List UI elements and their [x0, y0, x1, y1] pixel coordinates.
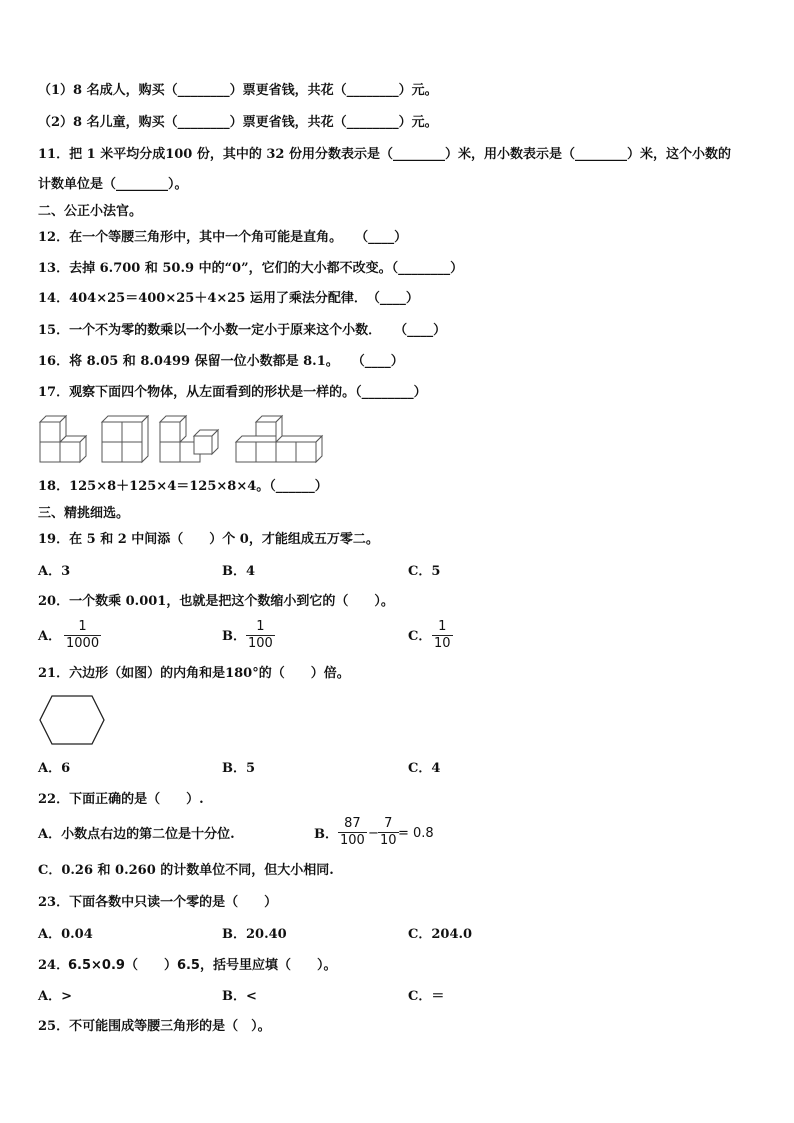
q22-option-b-label[interactable]: B． [314, 827, 338, 842]
q22-b-denominator-1: 100 [340, 833, 365, 848]
q17: 17．观察下面四个物体，从左面看到的形状是一样的。（________） [38, 385, 427, 400]
q20-option-c-fraction [432, 619, 453, 652]
q10-sub2: （2）8 名儿童，购买（________）票更省钱，共花（________）元。 [38, 115, 438, 130]
q22-b-fraction-1 [338, 816, 367, 849]
q25-stem: 25．不可能围成等腰三角形的是（ ）。 [38, 1019, 271, 1034]
q23-option-c[interactable]: C．204.0 [408, 927, 473, 942]
q10-sub1: （1）8 名成人，购买（________）票更省钱，共花（________）元。 [38, 83, 438, 98]
q12: 12．在一个等腰三角形中，其中一个角可能是直角。 （____） [38, 230, 408, 245]
section-2-heading: 二、公正小法官。 [38, 204, 143, 219]
q15: 15．一个不为零的数乘以一个小数一定小于原来这个小数． （____） [38, 323, 447, 338]
hexagon-figure [38, 694, 106, 746]
q24-option-b[interactable]: B．< [222, 989, 257, 1004]
q20-a-denominator: 1000 [66, 636, 100, 651]
q21-stem: 21．六边形（如图）的内角和是180°的（ ）倍。 [38, 666, 350, 681]
q19-stem: 19．在 5 和 2 中间添（ ）个 0，才能组成五万零二。 [38, 532, 379, 547]
q22-b-numerator-1: 87 [338, 816, 367, 833]
q11-line1: 11．把 1 米平均分成100 份，其中的 32 份用分数表示是（________）米，用小数表示是（________）米，这个小数的 [38, 147, 731, 162]
q22-option-a[interactable]: A．小数点右边的第二位是十分位. [38, 827, 235, 842]
q21-option-c[interactable]: C．4 [408, 761, 441, 776]
q20-option-b-fraction [246, 619, 275, 652]
q24-option-c[interactable]: C．＝ [408, 989, 445, 1004]
q19-option-a[interactable]: A．3 [38, 564, 71, 579]
q21-option-a[interactable]: A．6 [38, 761, 71, 776]
q22-b-fraction-2 [378, 816, 399, 849]
q20-option-a-label[interactable]: A． [38, 629, 62, 644]
q16: 16．将 8.05 和 8.0499 保留一位小数都是 8.1。 （____） [38, 354, 404, 369]
q11-line2: 计数单位是（________）。 [38, 177, 188, 192]
q20-option-c-label[interactable]: C． [408, 629, 432, 644]
q22-option-c[interactable]: C．0.26 和 0.260 的计数单位不同，但大小相同. [38, 863, 334, 878]
q20-c-numerator: 1 [432, 619, 453, 636]
q19-option-b[interactable]: B．4 [222, 564, 256, 579]
q23-stem: 23．下面各数中只读一个零的是（ ） [38, 895, 278, 910]
q20-option-a-fraction [64, 619, 101, 652]
section-3-heading: 三、精挑细选。 [38, 506, 130, 521]
q20-c-denominator: 10 [434, 636, 451, 651]
q22-b-result: = 0.8 [398, 826, 434, 841]
q20-option-b-label[interactable]: B． [222, 629, 246, 644]
cube-stack-figures [38, 410, 328, 468]
q23-option-b[interactable]: B．20.40 [222, 927, 287, 942]
q24-expression: 6.5×0.9（ ）6.5，括号里应填（ ）。 [68, 958, 337, 973]
q18: 18．125×8＋125×4＝125×8×4。（______） [38, 479, 328, 494]
q24-number: 24． [38, 958, 70, 973]
q14: 14．404×25＝400×25＋4×25 运用了乘法分配律． （____） [38, 291, 419, 306]
q20-stem: 20．一个数乘 0.001，也就是把这个数缩小到它的（ ）。 [38, 594, 394, 609]
q24-option-a[interactable]: A．> [38, 989, 72, 1004]
q13: 13．去掉 6.700 和 50.9 中的“0”，它们的大小都不改变。（________） [38, 261, 464, 276]
q20-b-denominator: 100 [248, 636, 273, 651]
q22-b-numerator-2: 7 [378, 816, 399, 833]
q22-stem: 22．下面正确的是（ ）. [38, 792, 204, 807]
q20-a-numerator: 1 [64, 619, 101, 636]
q22-b-denominator-2: 10 [380, 833, 397, 848]
q23-option-a[interactable]: A．0.04 [38, 927, 93, 942]
q22-b-minus: − [368, 826, 379, 841]
q20-b-numerator: 1 [246, 619, 275, 636]
q19-option-c[interactable]: C．5 [408, 564, 441, 579]
q21-option-b[interactable]: B．5 [222, 761, 256, 776]
